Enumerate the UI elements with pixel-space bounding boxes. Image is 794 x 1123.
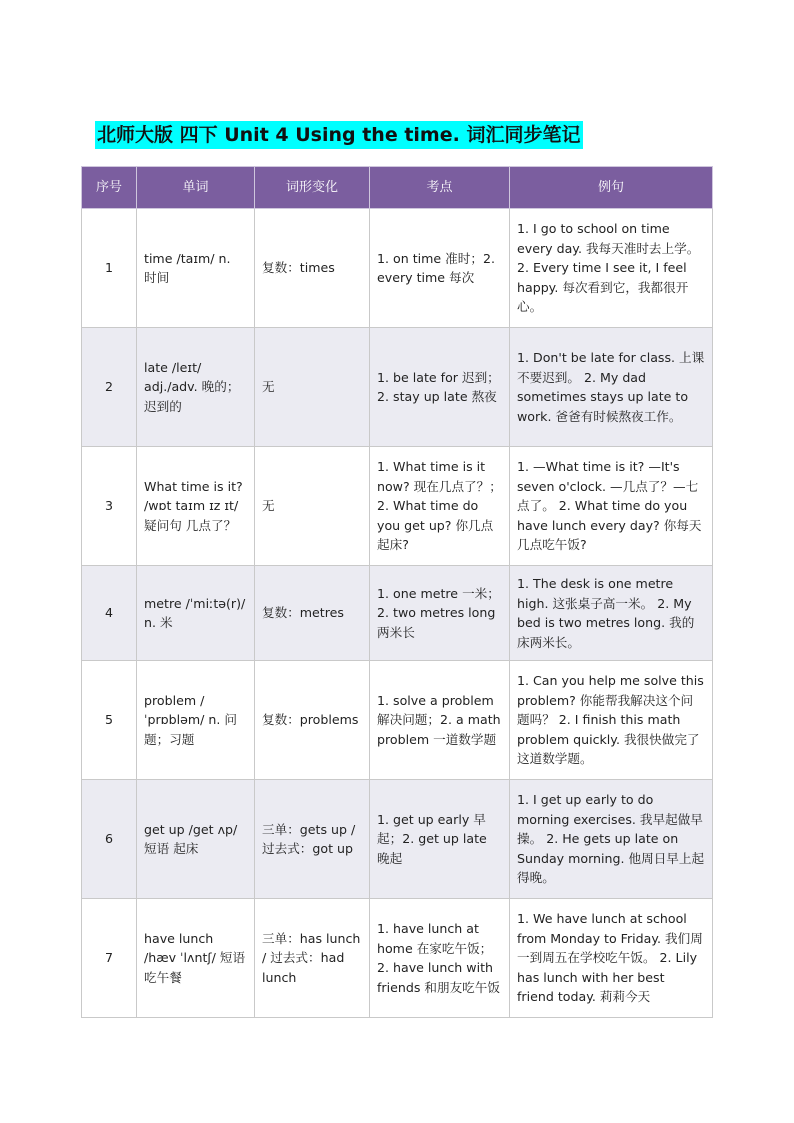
header-example: 例句 xyxy=(510,167,713,209)
word-cell: problem /ˈprɒbləm/ n. 问题；习题 xyxy=(137,661,255,780)
table-row xyxy=(82,899,713,1018)
example-cell: 1. I go to school on time every day. 我每天准时去上学。 2. Every time I see it, I feel happy. 每次看到它，我都很开心。 xyxy=(510,209,713,328)
word-cell: time /taɪm/ n. 时间 xyxy=(137,209,255,328)
points-cell: 1. get up early 早起；2. get up late 晚起 xyxy=(370,780,510,899)
forms-cell: 无 xyxy=(255,447,370,566)
forms-cell: 复数：problems xyxy=(255,661,370,780)
table-header-row xyxy=(82,167,713,209)
table-row xyxy=(82,447,713,566)
word-cell: metre /ˈmiːtə(r)/ n. 米 xyxy=(137,566,255,661)
header-number: 序号 xyxy=(82,167,137,209)
points-cell: 1. on time 准时；2. every time 每次 xyxy=(370,209,510,328)
vocabulary-table xyxy=(81,166,713,1018)
forms-cell: 复数：times xyxy=(255,209,370,328)
points-cell: 1. one metre 一米；2. two metres long 两米长 xyxy=(370,566,510,661)
example-cell: 1. —What time is it? —It's seven o'clock. —几点了？—七点了。 2. What time do you have lunch every day? 你每天几点吃午饭? xyxy=(510,447,713,566)
row-number: 7 xyxy=(82,899,137,1018)
table-row xyxy=(82,566,713,661)
example-cell: 1. We have lunch at school from Monday to Friday. 我们周一到周五在学校吃午饭。 2. Lily has lunch with her best friend today. 莉莉今天 xyxy=(510,899,713,1018)
table-row xyxy=(82,780,713,899)
document-title: 北师大版 四下 Unit 4 Using the time. 词汇同步笔记 xyxy=(95,121,583,149)
row-number: 1 xyxy=(82,209,137,328)
row-number: 4 xyxy=(82,566,137,661)
points-cell: 1. be late for 迟到；2. stay up late 熬夜 xyxy=(370,328,510,447)
forms-cell: 三单：gets up / 过去式：got up xyxy=(255,780,370,899)
points-cell: 1. have lunch at home 在家吃午饭；2. have lunch with friends 和朋友吃午饭 xyxy=(370,899,510,1018)
header-word: 单词 xyxy=(137,167,255,209)
example-cell: 1. I get up early to do morning exercises. 我早起做早操。 2. He gets up late on Sunday morning. 他周日早上起得晚。 xyxy=(510,780,713,899)
points-cell: 1. What time is it now? 现在几点了？；2. What time do you get up? 你几点起床? xyxy=(370,447,510,566)
table-row xyxy=(82,209,713,328)
row-number: 3 xyxy=(82,447,137,566)
example-cell: 1. Can you help me solve this problem? 你能帮我解决这个问题吗？ 2. I finish this math problem quickly. 我很快做完了这道数学题。 xyxy=(510,661,713,780)
table-row xyxy=(82,661,713,780)
row-number: 5 xyxy=(82,661,137,780)
word-cell: have lunch /hæv ˈlʌntʃ/ 短语 吃午餐 xyxy=(137,899,255,1018)
points-cell: 1. solve a problem 解决问题；2. a math problem 一道数学题 xyxy=(370,661,510,780)
word-cell: late /leɪt/ adj./adv. 晚的；迟到的 xyxy=(137,328,255,447)
header-word-forms: 词形变化 xyxy=(255,167,370,209)
table-row xyxy=(82,328,713,447)
word-cell: What time is it? /wɒt taɪm ɪz ɪt/ 疑问句 几点了？ xyxy=(137,447,255,566)
example-cell: 1. The desk is one metre high. 这张桌子高一米。 2. My bed is two metres long. 我的床两米长。 xyxy=(510,566,713,661)
word-cell: get up /get ʌp/ 短语 起床 xyxy=(137,780,255,899)
forms-cell: 三单：has lunch / 过去式：had lunch xyxy=(255,899,370,1018)
row-number: 2 xyxy=(82,328,137,447)
row-number: 6 xyxy=(82,780,137,899)
forms-cell: 无 xyxy=(255,328,370,447)
header-key-points: 考点 xyxy=(370,167,510,209)
example-cell: 1. Don't be late for class. 上课不要迟到。 2. My dad sometimes stays up late to work. 爸爸有时候熬夜工作。 xyxy=(510,328,713,447)
forms-cell: 复数：metres xyxy=(255,566,370,661)
